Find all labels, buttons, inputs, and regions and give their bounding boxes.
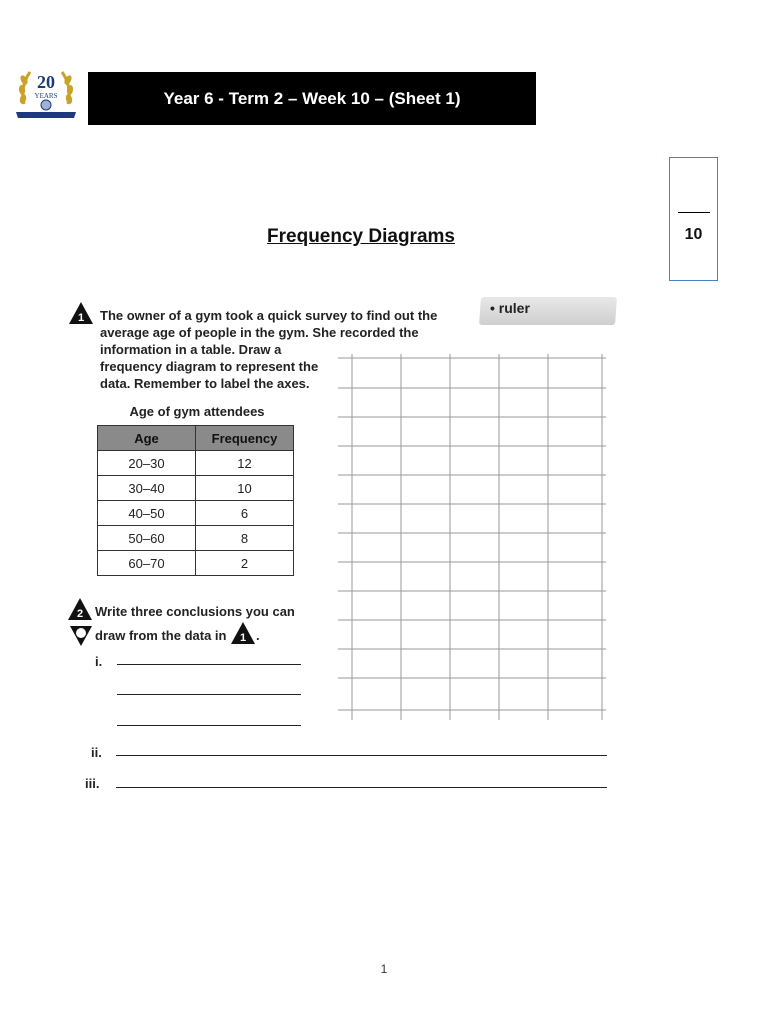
table-row xyxy=(98,476,294,501)
question-2-line-2: draw from the data in xyxy=(95,628,227,643)
question-1-line: data. Remember to label the axes. xyxy=(100,376,310,391)
table-row xyxy=(98,501,294,526)
equipment-label: • ruler xyxy=(490,300,530,316)
logo-number: 20 xyxy=(37,72,55,92)
header-bar xyxy=(88,72,536,125)
svg-text:2: 2 xyxy=(76,608,84,620)
answer-label-iii: iii. xyxy=(85,776,100,791)
answer-line-i-3[interactable] xyxy=(117,725,301,726)
answer-line-i-1[interactable] xyxy=(117,664,301,665)
table-cell: 60–70 xyxy=(98,551,196,576)
table-cell: 6 xyxy=(196,501,294,526)
table-cell: 40–50 xyxy=(98,501,196,526)
challenge-icon xyxy=(68,624,94,648)
table-cell: 8 xyxy=(196,526,294,551)
frequency-table xyxy=(97,425,294,576)
svg-text:1: 1 xyxy=(239,632,247,644)
header-title: Year 6 - Term 2 – Week 10 – (Sheet 1) xyxy=(163,88,461,108)
page-number: 1 xyxy=(380,962,388,976)
table-row xyxy=(98,551,294,576)
table-header-cell: Age xyxy=(98,426,196,451)
question-1-line: The owner of a gym took a quick survey to find out the xyxy=(100,308,438,323)
table-row xyxy=(98,526,294,551)
question-2-line-1: Write three conclusions you can xyxy=(95,604,295,619)
question-1-line: average age of people in the gym. She recorded the xyxy=(100,325,419,340)
score-blank-line xyxy=(678,212,710,213)
school-logo xyxy=(14,64,78,122)
question-2-badge xyxy=(67,597,93,621)
answer-line-iii[interactable] xyxy=(116,787,607,788)
question-1-reference-badge xyxy=(230,621,256,645)
table-title: Age of gym attendees xyxy=(129,404,265,419)
question-1-line: information in a table. Draw a xyxy=(100,342,282,357)
table-cell: 12 xyxy=(196,451,294,476)
page-title: Frequency Diagrams xyxy=(267,226,455,247)
table-cell: 20–30 xyxy=(98,451,196,476)
question-1-line: frequency diagram to represent the xyxy=(100,359,319,374)
answer-label-i: i. xyxy=(95,654,103,669)
period: . xyxy=(256,628,260,643)
table-cell: 50–60 xyxy=(98,526,196,551)
answer-label-ii: ii. xyxy=(91,745,102,760)
answer-line-i-2[interactable] xyxy=(117,694,301,695)
table-header-row xyxy=(98,426,294,451)
score-total: 10 xyxy=(684,226,703,243)
graph-grid xyxy=(338,354,606,720)
table-header-cell: Frequency xyxy=(196,426,294,451)
answer-line-ii[interactable] xyxy=(116,755,607,756)
score-box xyxy=(669,157,718,281)
svg-text:1: 1 xyxy=(77,312,85,324)
question-1-badge xyxy=(68,301,94,325)
logo-word: YEARS xyxy=(34,92,58,100)
table-cell: 2 xyxy=(196,551,294,576)
table-row xyxy=(98,451,294,476)
table-cell: 30–40 xyxy=(98,476,196,501)
table-cell: 10 xyxy=(196,476,294,501)
